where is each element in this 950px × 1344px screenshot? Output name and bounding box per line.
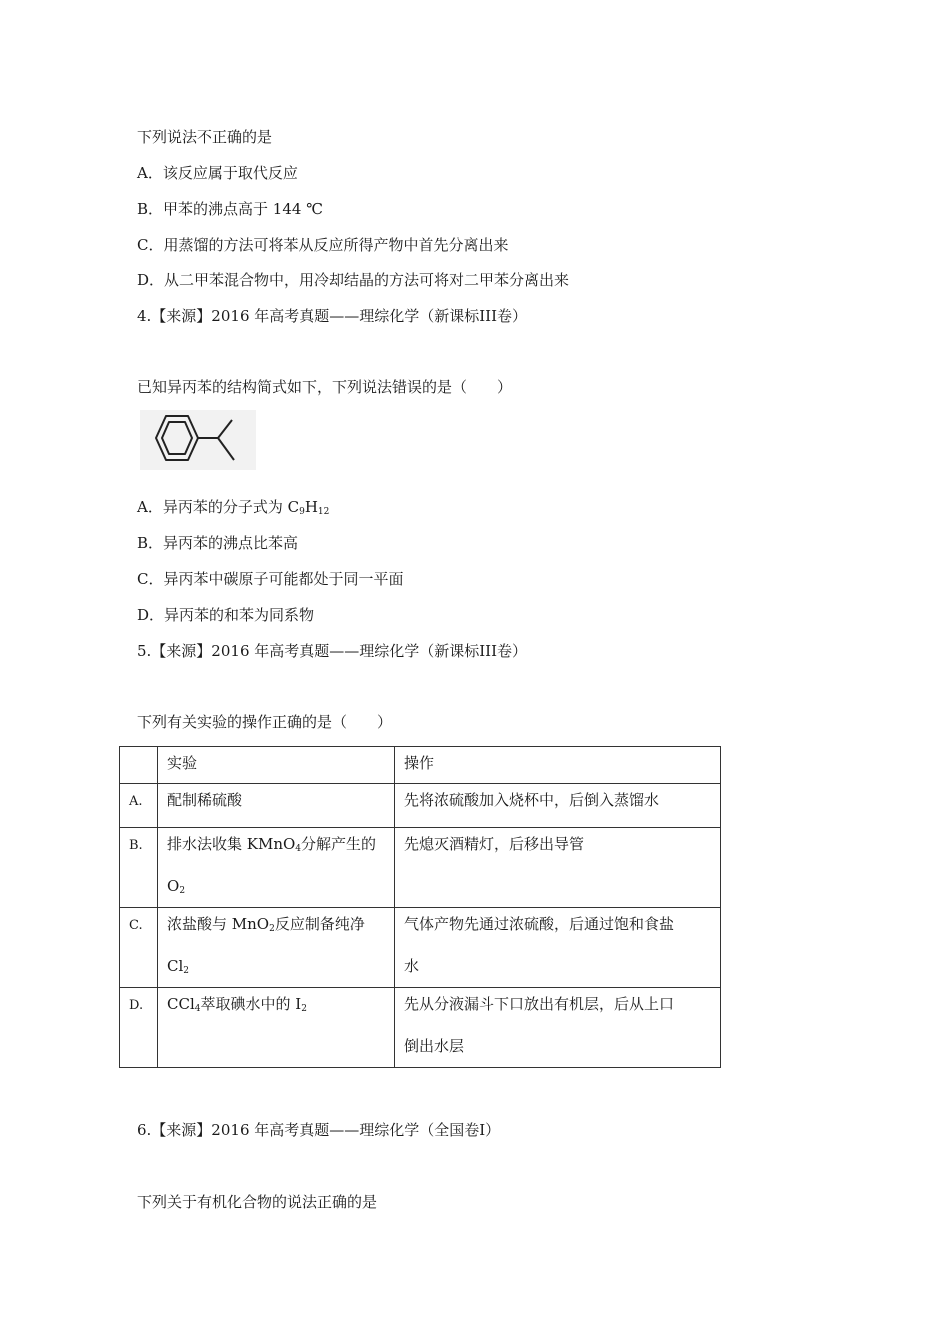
table-header-experiment: 实验 xyxy=(158,747,395,784)
isopropylbenzene-structure-icon xyxy=(140,410,256,470)
q4-source: 4.【来源】2016 年高考真题——理综化学（新课标III卷） xyxy=(137,307,528,325)
table-header-operation: 操作 xyxy=(395,747,721,784)
q6-stem: 下列关于有机化合物的说法正确的是 xyxy=(137,1193,378,1211)
table-row xyxy=(120,908,721,988)
q3-option-c: C．用蒸馏的方法可将苯从反应所得产物中首先分离出来 xyxy=(137,236,509,254)
operation-cell: 先从分液漏斗下口放出有机层，后从上口 倒出水层 xyxy=(395,988,721,1068)
experiment-cell: 配制稀硫酸 xyxy=(158,784,395,828)
row-label: B. xyxy=(120,828,158,908)
q4-option-d: D．异丙苯的和苯为同系物 xyxy=(137,606,315,624)
q4-option-a: A．异丙苯的分子式为 $C_9H_{12}$ xyxy=(137,498,330,517)
q3-option-d: D．从二甲苯混合物中，用冷却结晶的方法可将对二甲苯分离出来 xyxy=(137,271,570,289)
experiment-cell: CCl$_4$萃取碘水中的 $I_2$ xyxy=(158,988,395,1068)
experiment-cell: 排水法收集 KMnO$_4$分解产生的 $O_2$ xyxy=(158,828,395,908)
table-row xyxy=(120,988,721,1068)
q5-stem: 下列有关实验的操作正确的是（ ） xyxy=(137,713,393,731)
q4-option-c: C．异丙苯中碳原子可能都处于同一平面 xyxy=(137,570,404,588)
operation-cell: 先熄灭酒精灯，后移出导管 xyxy=(395,828,721,908)
q3-option-a: A．该反应属于取代反应 xyxy=(137,164,298,182)
row-label: A. xyxy=(120,784,158,828)
table-row xyxy=(120,784,721,828)
operation-cell: 气体产物先通过浓硫酸，后通过饱和食盐 水 xyxy=(395,908,721,988)
q4-stem: 已知异丙苯的结构简式如下，下列说法错误的是（ ） xyxy=(137,378,513,396)
row-label: C. xyxy=(120,908,158,988)
table-cell xyxy=(120,747,158,784)
row-label: D. xyxy=(120,988,158,1068)
operation-cell: 先将浓硫酸加入烧杯中，后倒入蒸馏水 xyxy=(395,784,721,828)
q4-option-b: B．异丙苯的沸点比苯高 xyxy=(137,534,299,552)
table-row xyxy=(120,828,721,908)
q3-option-b: B．甲苯的沸点高于 144 ℃ xyxy=(137,200,323,218)
q3-stem: 下列说法不正确的是 xyxy=(137,128,273,146)
q6-source: 6.【来源】2016 年高考真题——理综化学（全国卷Ⅰ） xyxy=(137,1121,501,1139)
experiment-cell: 浓盐酸与 MnO$_2$反应制备纯净 $Cl_2$ xyxy=(158,908,395,988)
q5-source: 5.【来源】2016 年高考真题——理综化学（新课标III卷） xyxy=(137,642,528,660)
experiment-table xyxy=(119,746,721,1068)
table-header-row xyxy=(120,747,721,784)
